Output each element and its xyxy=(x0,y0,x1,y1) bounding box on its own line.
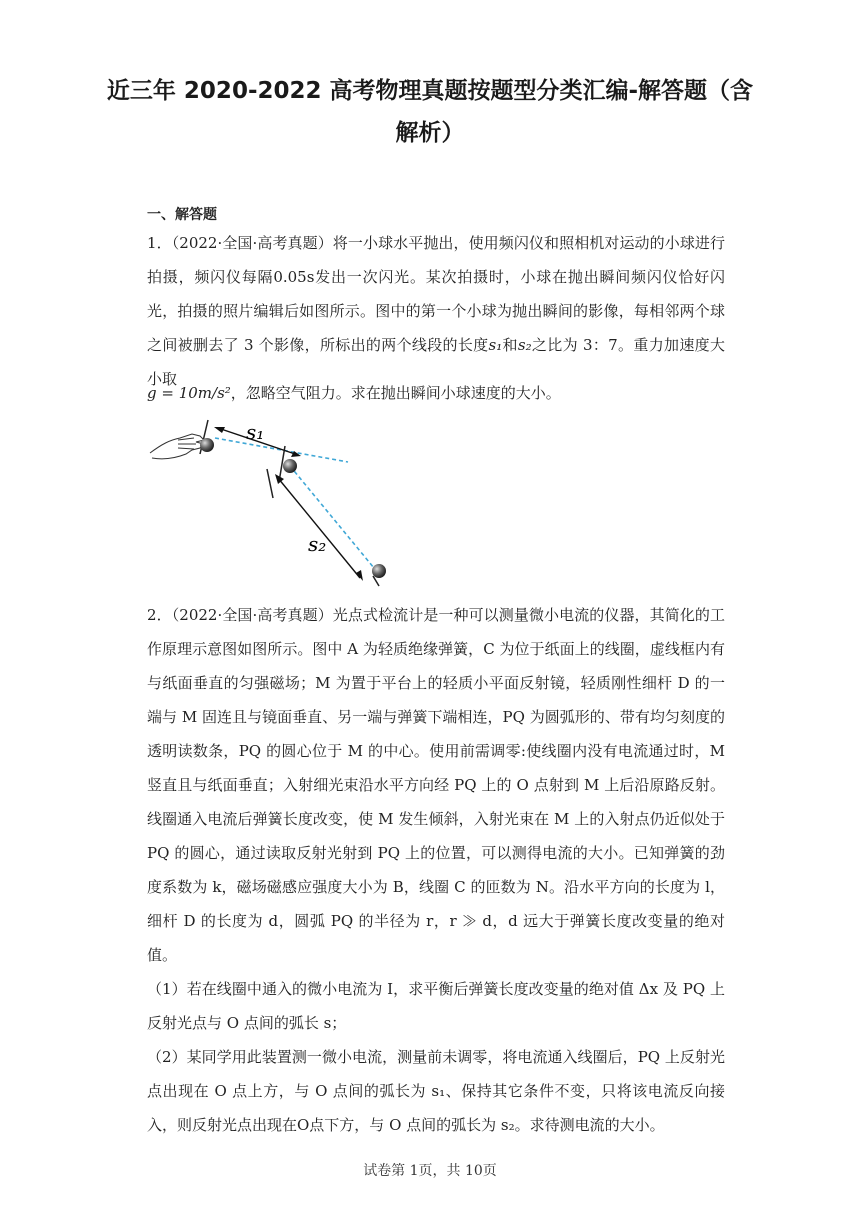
question-1-text-b: 之比为 3：7。重力加速度大小取 xyxy=(147,336,725,388)
s1-symbol: s₁ xyxy=(488,336,503,354)
figure-label-s1: s₁ xyxy=(246,420,265,444)
question-1-text-a: 1．（2022·全国·高考真题）将一小球水平抛出，使用频闪仪和照相机对运动的小球进行拍摄，频闪仪每隔0.05s发出一次闪光。某次拍摄时，小球在抛出瞬间频闪仪恰好闪光，拍摄的照片编辑后如图所示。图中的第一个小球为抛出瞬间的影像，每相邻两个球之间被删去了 3 个影像，所标出的两个线段的长度 xyxy=(147,234,725,354)
question-2-part-1: （1）若在线圈中通入的微小电流为 I，求平衡后弹簧长度改变量的绝对值 Δx 及 PQ 上反射光点与 O 点间的弧长 s； xyxy=(147,980,725,1032)
figure-label-s2: s₂ xyxy=(308,532,327,556)
gravity-formula: g = 10m/s² xyxy=(147,384,231,402)
and-word: 和 xyxy=(502,336,518,354)
document-title-line1: 近三年 2020-2022 高考物理真题按题型分类汇编-解答题（含 xyxy=(106,78,754,104)
arrow-head-s1-left xyxy=(214,427,225,433)
question-2 xyxy=(147,598,725,1142)
question-1-text xyxy=(147,226,725,396)
question-1-text-c: ，忽略空气阻力。求在抛出瞬间小球速度的大小。 xyxy=(230,384,561,402)
document-title-line2: 解析） xyxy=(395,120,465,146)
hand-icon xyxy=(150,434,204,459)
ball-3 xyxy=(372,564,386,578)
tick-3 xyxy=(267,469,273,498)
s2-symbol: s₂ xyxy=(517,336,532,354)
dimension-s2 xyxy=(278,478,360,578)
ball-2 xyxy=(283,459,297,473)
question-2-stem: 2．（2022·全国·高考真题）光点式检流计是一种可以测量微小电流的仪器，其简化的工作原理示意图如图所示。图中 A 为轻质绝缘弹簧，C 为位于纸面上的线圈，虚线框内有与纸面垂直的匀强磁场；M 为置于平台上的轻质小平面反射镜，轻质刚性细杆 D 的一端与 M 固连且与镜面垂直、另一端与弹簧下端相连，PQ 为圆弧形的、带有均匀刻度的透明读数条，PQ 的圆心位于 M 的中心。使用前需调零:使线圈内没有电流通过时，M 竖直且与纸面垂直；入射细光束沿水平方向经 PQ 上的 O 点射到 M 上后沿原路反射。线圈通入电流后弹簧长度改变，使 M 发生倾斜，入射光束在 M 上的入射点仍近似处于 PQ 的圆心，通过读取反射光射到 PQ 上的位置，可以测得电流的大小。已知弹簧的劲度系数为 k，磁场磁感应强度大小为 B，线圈 C 的匝数为 N。沿水平方向的长度为 l，细杆 D 的长度为 d，圆弧 PQ 的半径为 r，r ≫ d，d 远大于弹簧长度改变量的绝对值。 xyxy=(147,606,725,964)
question-1-formula-line xyxy=(147,380,561,406)
question-2-part-2: （2）某同学用此装置测一微小电流，测量前未调零，将电流通入线圈后，PQ 上反射光点出现在 O 点上方，与 O 点间的弧长为 s₁、保持其它条件不变，只将该电流反向接入，则反射光点出现在O点下方，与 O 点间的弧长为 s₂。求待测电流的大小。 xyxy=(147,1048,725,1134)
projectile-figure xyxy=(148,418,398,588)
section-heading: 一、解答题 xyxy=(147,207,217,223)
page-footer: 试卷第 1页，共 10页 xyxy=(363,1163,497,1179)
question-1 xyxy=(147,226,725,396)
path-line-2 xyxy=(290,466,374,568)
ball-1 xyxy=(200,438,214,452)
